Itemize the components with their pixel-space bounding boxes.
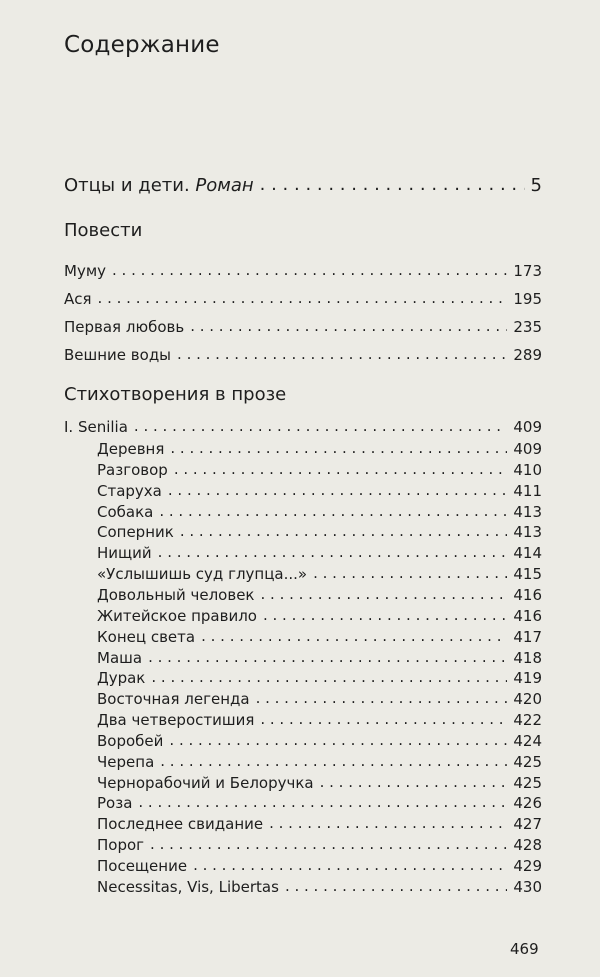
leader-dots <box>256 691 508 706</box>
toc-entry-page: 416 <box>513 606 542 625</box>
toc-entry-label: Маша <box>97 648 143 667</box>
toc-entry <box>97 606 542 625</box>
leader-dots <box>159 504 507 519</box>
toc-entry <box>97 442 542 457</box>
toc-entry-page: 410 <box>513 460 542 479</box>
toc-entry-page: 425 <box>513 752 542 771</box>
toc-entry <box>97 648 542 667</box>
leader-dots <box>285 879 507 894</box>
leader-dots <box>160 754 507 769</box>
toc-entry-page: 425 <box>513 773 542 792</box>
page-title: Содержание <box>64 32 220 58</box>
toc-entry-page: 414 <box>513 544 542 563</box>
toc-entry-page: 429 <box>513 857 542 875</box>
page-number: 469 <box>510 940 539 958</box>
toc-entry-label: «Услышишь суд глупца...» <box>97 565 308 584</box>
toc-entry-page: 422 <box>513 711 542 730</box>
toc-entry-page: 417 <box>513 627 542 646</box>
toc-entry-label: Житейское правило <box>97 606 257 625</box>
leader-dots <box>174 462 508 477</box>
toc-entry-label: Ася <box>64 290 92 308</box>
leader-dots <box>263 608 507 623</box>
toc-entry <box>97 627 542 646</box>
toc-entry-page: 420 <box>513 690 542 709</box>
toc-entry <box>64 320 542 335</box>
toc-entry <box>97 731 542 750</box>
toc-entry <box>97 773 542 792</box>
leader-dots <box>134 419 507 434</box>
toc-entry-page: 413 <box>513 502 542 521</box>
leader-dots <box>138 795 507 810</box>
toc-entry-label: Роза <box>97 794 133 813</box>
toc-entry <box>97 546 542 561</box>
toc-entry-page: 419 <box>513 669 542 688</box>
toc-entry <box>97 877 542 896</box>
toc-entry <box>64 348 542 363</box>
leader-dots <box>170 441 507 456</box>
toc-entry <box>97 585 542 604</box>
toc-entry-page: 426 <box>513 794 542 813</box>
toc-entry <box>97 692 542 707</box>
leader-dots <box>193 858 507 873</box>
toc-entry <box>97 859 542 874</box>
toc-entry <box>97 671 542 686</box>
toc-entry <box>97 796 542 811</box>
leader-dots <box>169 733 507 748</box>
leader-dots <box>168 483 507 498</box>
toc-entry-label: Первая любовь <box>64 318 185 336</box>
toc-entry-label: Посещение <box>97 857 188 875</box>
toc-entry-page: 418 <box>513 648 542 667</box>
toc-entry-page: 409 <box>513 440 542 458</box>
leader-dots <box>112 263 507 278</box>
leader-dots <box>269 816 507 831</box>
leader-dots <box>320 775 508 790</box>
leader-dots <box>148 650 507 665</box>
toc-entry <box>97 481 542 500</box>
toc-entry <box>97 713 542 728</box>
toc-entry-label: Конец света <box>97 627 196 646</box>
section-heading-poems: Стихотворения в прозе <box>64 384 287 405</box>
toc-entry <box>97 525 542 540</box>
toc-entry <box>97 752 542 771</box>
toc-entry-page: 173 <box>513 262 542 280</box>
toc-entry-label: Воробей <box>97 731 164 750</box>
toc-entry-label: Вешние воды <box>64 346 172 364</box>
leader-dots <box>98 291 508 306</box>
toc-entry-page: 413 <box>513 523 542 542</box>
toc-entry-label: Дурак <box>97 669 146 688</box>
toc-entry-page: 415 <box>513 565 542 584</box>
toc-entry-label: Два четверостишия <box>97 711 255 730</box>
toc-entry <box>97 460 542 479</box>
toc-entry-label: Порог <box>97 836 145 855</box>
toc-entry-page: 424 <box>513 731 542 750</box>
toc-entry-label: Necessitas, Vis, Libertas <box>97 877 279 896</box>
toc-entry-page: 428 <box>513 836 542 855</box>
toc-entry-label: Восточная легенда <box>97 690 250 709</box>
leader-dots <box>260 712 507 727</box>
leader-dots <box>150 837 507 852</box>
toc-entry-page: 430 <box>513 877 542 896</box>
toc-entry <box>97 817 542 832</box>
leader-dots <box>177 347 507 362</box>
toc-entry-page: 5 <box>530 175 542 196</box>
leader-dots <box>260 176 525 194</box>
leader-dots <box>190 319 507 334</box>
toc-entry-label: Разговор <box>97 460 168 479</box>
toc-entry-page: 409 <box>513 418 542 436</box>
toc-entry <box>97 502 542 521</box>
toc-entry-label: Черепа <box>97 752 155 771</box>
toc-entry-label: I. Senilia <box>64 418 128 436</box>
leader-dots <box>313 566 507 581</box>
toc-entry-otcy-i-deti <box>64 177 542 195</box>
toc-entry-page: 195 <box>513 290 542 308</box>
toc-entry <box>64 292 542 307</box>
toc-entry-label: Муму <box>64 262 107 280</box>
toc-entry-label: Нищий <box>97 544 152 563</box>
toc-entry-label: Деревня <box>97 440 165 458</box>
leader-dots <box>180 524 508 539</box>
leader-dots <box>151 670 507 685</box>
leader-dots <box>261 587 508 602</box>
section-heading-povesti: Повести <box>64 220 143 241</box>
toc-entry-label: Соперник <box>97 523 174 542</box>
toc-entry-senilia <box>64 420 542 435</box>
toc-entry-label: Последнее свидание <box>97 815 264 834</box>
toc-entry-page: 427 <box>513 815 542 834</box>
toc-entry-page: 411 <box>513 481 542 500</box>
leader-dots <box>201 629 507 644</box>
toc-entry-label: Довольный человек <box>97 585 255 604</box>
toc-entry <box>97 838 542 853</box>
toc-entry-label: Отцы и дети. Роман <box>64 175 254 196</box>
toc-entry <box>64 264 542 279</box>
toc-entry-label: Чернорабочий и Белоручка <box>97 773 314 792</box>
toc-entry-label: Собака <box>97 502 154 521</box>
toc-entry-page: 289 <box>513 346 542 364</box>
toc-entry-page: 416 <box>513 585 542 604</box>
toc-entry-page: 235 <box>513 318 542 336</box>
toc-entry <box>97 567 542 582</box>
toc-entry-label: Старуха <box>97 481 162 500</box>
leader-dots <box>158 545 508 560</box>
